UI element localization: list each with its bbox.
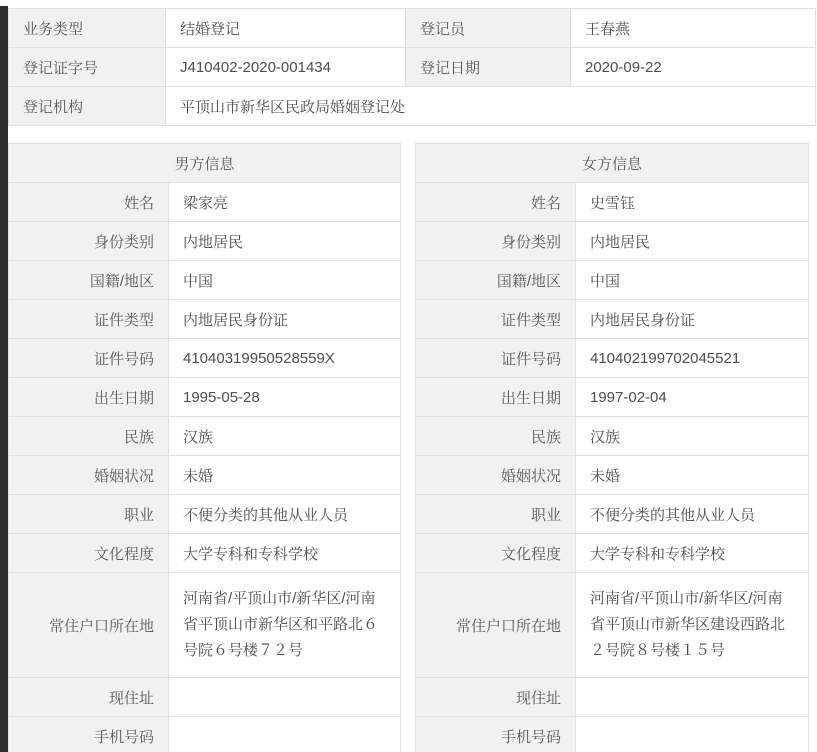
field-value-current-address [169, 678, 401, 717]
field-label-nationality: 国籍/地区 [9, 261, 169, 300]
field-label-identity-category: 身份类别 [9, 222, 169, 261]
field-value-id-type: 内地居民身份证 [576, 300, 809, 339]
field-value-education: 大学专科和专科学校 [169, 534, 401, 573]
table-row [416, 222, 809, 261]
field-value-mobile-number [169, 717, 401, 752]
table-row [416, 495, 809, 534]
table-row [9, 495, 401, 534]
table-row [9, 261, 401, 300]
field-value-id-number: 410402199702045521 [576, 339, 809, 378]
field-label-ethnicity: 民族 [416, 417, 576, 456]
field-value-occupation: 不便分类的其他从业人员 [169, 495, 401, 534]
table-row [9, 456, 401, 495]
table-row [9, 300, 401, 339]
field-value-marital-status: 未婚 [576, 456, 809, 495]
field-label-occupation: 职业 [416, 495, 576, 534]
field-value-registration-office: 平顶山市新华区民政局婚姻登记处 [166, 87, 816, 126]
field-value-id-type: 内地居民身份证 [169, 300, 401, 339]
table-row [416, 456, 809, 495]
field-label-marital-status: 婚姻状况 [9, 456, 169, 495]
field-label-id-type: 证件类型 [9, 300, 169, 339]
field-label-current-address: 现住址 [9, 678, 169, 717]
field-label-id-type: 证件类型 [416, 300, 576, 339]
female-info-table [415, 143, 809, 752]
field-label-id-number: 证件号码 [416, 339, 576, 378]
field-value-nationality: 中国 [169, 261, 401, 300]
field-label-identity-category: 身份类别 [416, 222, 576, 261]
table-row [9, 183, 401, 222]
table-row [9, 222, 401, 261]
field-label-business-type: 业务类型 [9, 9, 166, 48]
field-label-registration-date: 登记日期 [406, 48, 571, 87]
field-label-name: 姓名 [416, 183, 576, 222]
field-value-business-type: 结婚登记 [166, 9, 406, 48]
table-row [416, 300, 809, 339]
field-value-identity-category: 内地居民 [169, 222, 401, 261]
male-info-table [8, 143, 401, 752]
field-label-ethnicity: 民族 [9, 417, 169, 456]
field-label-id-number: 证件号码 [9, 339, 169, 378]
table-row [9, 717, 401, 752]
table-row [416, 678, 809, 717]
table-row [9, 9, 816, 48]
field-label-household-address: 常住户口所在地 [9, 573, 169, 678]
field-value-marital-status: 未婚 [169, 456, 401, 495]
field-label-mobile-number: 手机号码 [9, 717, 169, 752]
field-label-registration-office: 登记机构 [9, 87, 166, 126]
table-row [416, 339, 809, 378]
field-value-birth-date: 1997-02-04 [576, 378, 809, 417]
table-row [416, 717, 809, 752]
field-value-ethnicity: 汉族 [169, 417, 401, 456]
table-row [9, 339, 401, 378]
field-value-name: 史雪钰 [576, 183, 809, 222]
field-value-household-address: 河南省/平顶山市/新华区/河南省平顶山市新华区建设西路北２号院８号楼１５号 [576, 573, 809, 678]
field-value-name: 梁家亮 [169, 183, 401, 222]
table-row [9, 534, 401, 573]
field-label-marital-status: 婚姻状况 [416, 456, 576, 495]
field-value-id-number: 41040319950528559X [169, 339, 401, 378]
field-label-birth-date: 出生日期 [9, 378, 169, 417]
field-value-birth-date: 1995-05-28 [169, 378, 401, 417]
field-label-current-address: 现住址 [416, 678, 576, 717]
field-value-identity-category: 内地居民 [576, 222, 809, 261]
field-label-registrar: 登记员 [406, 9, 571, 48]
table-row [9, 144, 401, 183]
field-label-nationality: 国籍/地区 [416, 261, 576, 300]
field-value-certificate-no: J410402-2020-001434 [166, 48, 406, 87]
registration-summary-table [8, 8, 816, 126]
field-value-nationality: 中国 [576, 261, 809, 300]
field-value-occupation: 不便分类的其他从业人员 [576, 495, 809, 534]
table-row [416, 534, 809, 573]
field-value-household-address: 河南省/平顶山市/新华区/河南省平顶山市新华区和平路北６号院６号楼７２号 [169, 573, 401, 678]
table-row [416, 573, 809, 678]
table-row [9, 573, 401, 678]
field-label-mobile-number: 手机号码 [416, 717, 576, 752]
field-label-household-address: 常住户口所在地 [416, 573, 576, 678]
table-row [416, 144, 809, 183]
field-label-education: 文化程度 [9, 534, 169, 573]
table-row [9, 378, 401, 417]
field-value-current-address [576, 678, 809, 717]
table-row [416, 183, 809, 222]
field-label-occupation: 职业 [9, 495, 169, 534]
left-edge-bar [0, 6, 8, 752]
field-label-name: 姓名 [9, 183, 169, 222]
male-info-title: 男方信息 [9, 144, 401, 183]
female-info-title: 女方信息 [416, 144, 809, 183]
table-row [416, 417, 809, 456]
field-value-ethnicity: 汉族 [576, 417, 809, 456]
table-row [9, 48, 816, 87]
table-row [9, 87, 816, 126]
field-value-registration-date: 2020-09-22 [571, 48, 816, 87]
table-row [416, 261, 809, 300]
field-value-education: 大学专科和专科学校 [576, 534, 809, 573]
field-value-mobile-number [576, 717, 809, 752]
field-label-education: 文化程度 [416, 534, 576, 573]
field-value-registrar: 王春燕 [571, 9, 816, 48]
field-label-birth-date: 出生日期 [416, 378, 576, 417]
table-row [9, 417, 401, 456]
field-label-certificate-no: 登记证字号 [9, 48, 166, 87]
table-row [416, 378, 809, 417]
table-row [9, 678, 401, 717]
